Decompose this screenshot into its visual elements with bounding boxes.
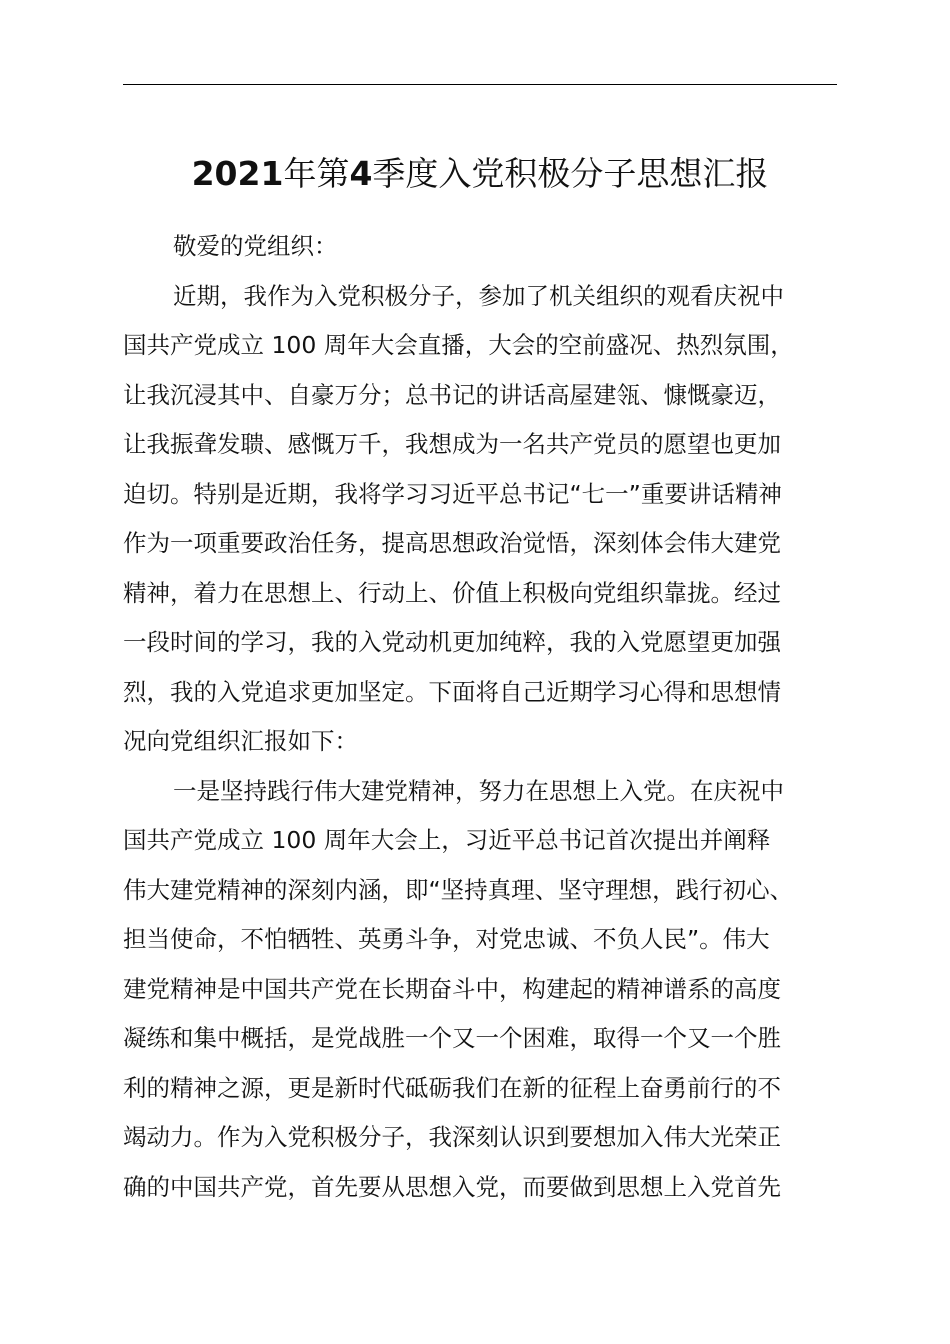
title-year: 2021 — [191, 154, 284, 193]
paragraph-line: 烈，我的入党追求更加坚定。下面将自己近期学习心得和思想情 — [123, 677, 781, 706]
title-suffix: 季度入党积极分子思想汇报 — [372, 154, 769, 193]
paragraph-line: 确的中国共产党，首先要从思想入党，而要做到思想上入党首先 — [123, 1172, 781, 1201]
paragraph-line: 国共产党成立 100 周年大会直播，大会的空前盛况、热烈氛围， — [123, 331, 794, 359]
paragraph-line: 精神，着力在思想上、行动上、价值上积极向党组织靠拢。经过 — [123, 578, 781, 607]
paragraph-line: 建党精神是中国共产党在长期奋斗中，构建起的精神谱系的高度 — [123, 974, 781, 1003]
title-year-word: 年第 — [283, 154, 350, 193]
paragraph-line: 担当使命，不怕牺牲、英勇斗争，对党忠诚、不负人民”。伟大 — [123, 925, 770, 953]
paragraph-line: 况向党组织汇报如下： — [123, 727, 358, 755]
paragraph-line: 一是坚持践行伟大建党精神，努力在思想上入党。在庆祝中 — [173, 776, 784, 805]
title-quarter: 4 — [349, 154, 373, 193]
paragraph-line: 利的精神之源，更是新时代砥砺我们在新的征程上奋勇前行的不 — [123, 1073, 781, 1102]
paragraph-line: 近期，我作为入党积极分子，参加了机关组织的观看庆祝中 — [173, 281, 784, 310]
paragraph-line: 一段时间的学习，我的入党动机更加纯粹，我的入党愿望更加强 — [123, 628, 781, 656]
header-rule — [123, 84, 837, 85]
paragraph-line: 竭动力。作为入党积极分子，我深刻认识到要想加入伟大光荣正 — [123, 1123, 781, 1151]
salutation: 敬爱的党组织： — [173, 232, 338, 260]
document-body — [123, 222, 837, 1212]
paragraph-line: 让我振聋发聩、感慨万千，我想成为一名共产党员的愿望也更加 — [123, 430, 781, 458]
paragraph-line: 伟大建党精神的深刻内涵，即“坚持真理、坚守理想，践行初心、 — [123, 875, 794, 904]
paragraph-line: 国共产党成立 100 周年大会上，习近平总书记首次提出并阐释 — [123, 826, 771, 854]
paragraph-line: 作为一项重要政治任务，提高思想政治觉悟，深刻体会伟大建党 — [123, 529, 781, 557]
paragraph-line: 迫切。特别是近期，我将学习习近平总书记“七一”重要讲话精神 — [123, 479, 782, 508]
document-title — [123, 148, 837, 200]
paragraph-line: 让我沉浸其中、自豪万分；总书记的讲话高屋建瓴、慷慨豪迈， — [123, 380, 781, 409]
paragraph-line: 凝练和集中概括，是党战胜一个又一个困难，取得一个又一个胜 — [123, 1024, 781, 1052]
